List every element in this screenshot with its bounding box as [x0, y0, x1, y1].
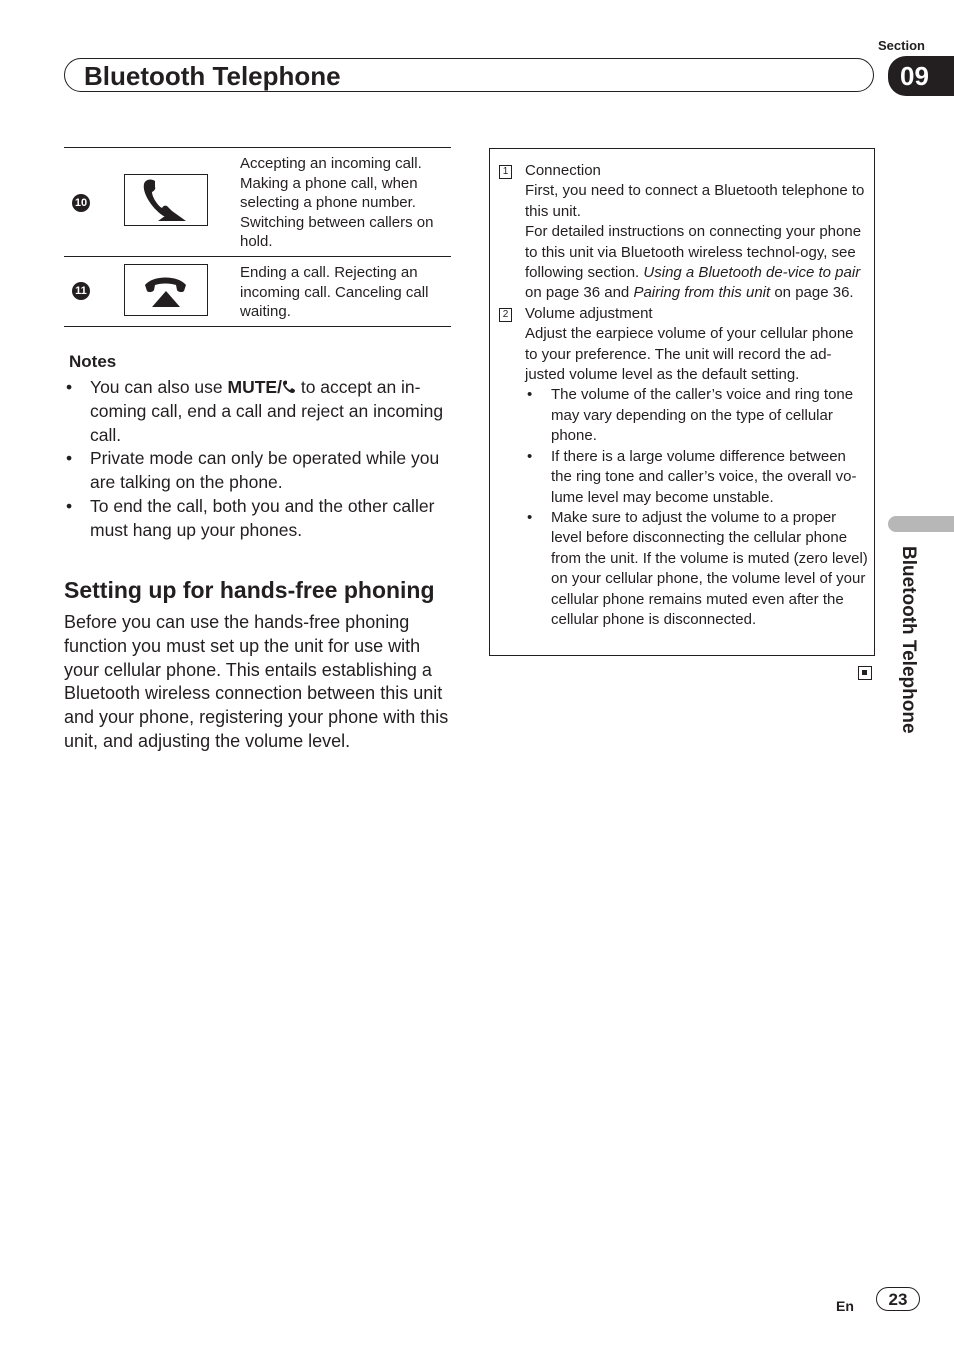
- list-item: • The volume of the caller’s voice and ring tone may vary depending on the type of cellular phone.: [551, 385, 869, 446]
- row-description: Accepting an incoming call. Making a phone call, when selecting a phone number. Switching between callers on hold.: [240, 155, 434, 250]
- step-1: [499, 161, 869, 304]
- note-text: to accept an in-coming call, end a call and reject an incoming call.: [90, 377, 444, 445]
- step-text: Adjust the earpiece volume of your cellular phone to your preference. The unit will record the ad-justed volume level as the default setting.: [525, 325, 854, 384]
- table-divider: [64, 147, 451, 148]
- language-label: En: [836, 1298, 854, 1314]
- mute-label: MUTE/: [227, 377, 282, 397]
- list-item: • To end the call, both you and the other caller must hang up your phones.: [64, 495, 456, 543]
- steps-content: [499, 161, 869, 630]
- phone-icon: [282, 377, 296, 397]
- phone-on-hook-icon: [124, 264, 208, 316]
- step-title: Volume adjustment: [525, 304, 653, 322]
- side-tab-bar: [888, 516, 954, 532]
- note-text: You can also use: [90, 377, 228, 397]
- step-text: [499, 222, 869, 304]
- section-label: Section: [878, 38, 925, 53]
- list-item: • Make sure to adjust the volume to a proper level before disconnecting the cellular phone from the unit. If the volume is muted (zero level) on your cellular phone, the volume level of your cellular phone remains muted even after the cellular phone is disconnected.: [551, 508, 869, 630]
- link-text: Using a Bluetooth de-vice to pair: [643, 264, 861, 282]
- section-number-badge: 09: [888, 56, 954, 96]
- notes-title: Notes: [69, 352, 117, 371]
- table-divider: [64, 256, 451, 257]
- step-2: [499, 304, 869, 631]
- end-mark-icon: [858, 666, 872, 680]
- list-item: [64, 376, 456, 447]
- step-bullets: [499, 385, 869, 630]
- row-number-badge: 10: [72, 194, 90, 212]
- list-item: • If there is a large volume difference between the ring tone and caller’s voice, the overall vo-lume level may become unstable.: [551, 447, 869, 508]
- row-description: Ending a call. Rejecting an incoming call. Canceling call waiting.: [240, 264, 429, 320]
- step-number: 2: [499, 308, 512, 322]
- step-text-part: For detailed instructions on connecting your phone to this unit via Bluetooth wireless technol-ogy, see following section.: [525, 223, 862, 282]
- link-text: Pairing from this unit: [633, 284, 771, 302]
- side-tab-label: Bluetooth Telephone: [898, 546, 919, 734]
- page-title: Bluetooth Telephone: [84, 61, 341, 91]
- table-divider: [64, 326, 451, 327]
- row-number-badge: 11: [72, 282, 90, 300]
- page-number: 23: [876, 1287, 920, 1311]
- phone-off-hook-icon: [124, 174, 208, 226]
- step-text-part: on page 36.: [770, 284, 854, 302]
- body-paragraph: Before you can use the hands-free phoning function you must set up the unit for use with your cellular phone. This entails establishing a Bluetooth wireless connection between this unit and your phone, registering your phone with this unit, and adjusting the volume level.: [64, 612, 449, 751]
- step-text: First, you need to connect a Bluetooth telephone to this unit.: [525, 182, 865, 220]
- step-number: 1: [499, 165, 512, 179]
- step-text-part: on page 36 and: [525, 284, 634, 302]
- notes-list: [64, 376, 456, 543]
- list-item: • Private mode can only be operated while you are talking on the phone.: [64, 447, 456, 495]
- section-heading: Setting up for hands-free phoning: [64, 577, 435, 603]
- step-title: Connection: [525, 162, 601, 179]
